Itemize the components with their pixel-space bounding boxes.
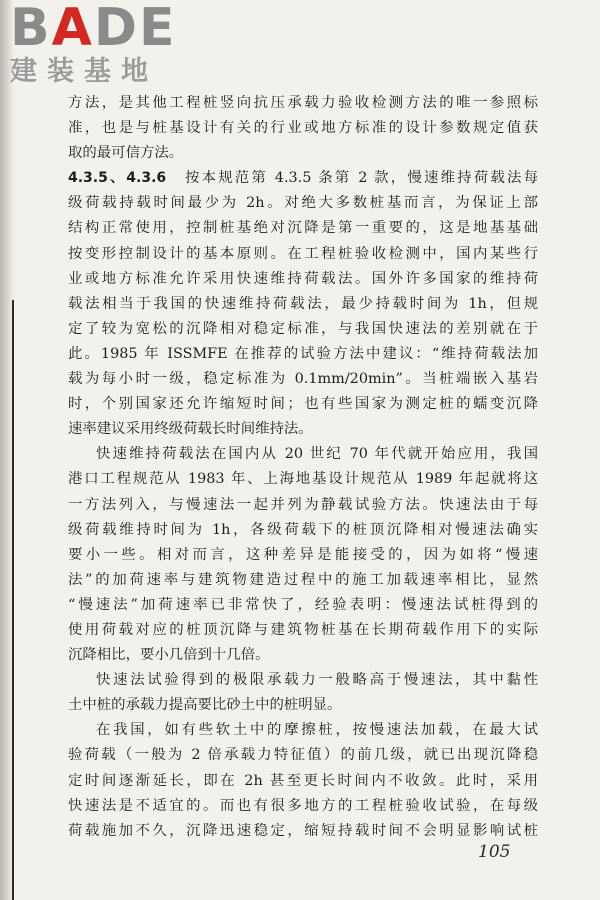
text-line: 荷载施加不久，沉降迅速稳定，缩短持载时间不会明显影响试桩 [68,822,538,839]
text-line-rest: 按本规范第 4.3.5 条第 2 款，慢速维持荷载法每 [184,170,538,187]
text-line: 定时间逐渐延长，即在 2h 甚至更长时间内不收敛。此时，采用 [68,772,538,789]
text-line: 要小一些。相对而言，这种差异是能接受的，因为如将“慢速 [68,546,538,563]
text-line: 快速法是不适宜的。而也有很多地方的工程桩验收试验，在每级 [68,797,538,814]
text-line: 载法相当于我国的快速维持荷载法，最少持载时间为 1h，但规 [68,295,538,312]
logo-letters-de: DE [93,0,177,58]
text-line: 载为每小时一级，稳定标准为 0.1mm/20min”。当桩端嵌入基岩 [68,371,538,388]
logo-letter-a: A [51,0,94,58]
text-line: 在我国，如有些软土中的摩擦桩，按慢速法加载，在最大试 [96,722,538,739]
text-line: 沉降相比，要小几倍到十几倍。 [68,647,270,664]
text-line: 速率建议采用终级荷载长时间维持法。 [68,421,313,438]
text-line: 定了较为宽松的沉降相对稳定标准，与我国快速法的差别就在于 [68,320,538,337]
text-line: 使用荷载对应的桩顶沉降与建筑物桩基在长期荷载作用下的实际 [68,621,538,638]
text-line: 一方法列入，与慢速法一起并列为静载试验方法。快速法由于每 [68,496,538,513]
text-line: 结构正常使用，控制桩基绝对沉降是第一重要的，这是地基基础 [68,220,538,237]
page-number: 105 [478,842,511,862]
page-body [68,91,538,844]
text-line: 取的最可信方法。 [68,145,184,162]
text-line: 时，个别国家还允许缩短时间；也有些国家为测定桩的蠕变沉降 [68,396,538,413]
logo-wordmark [10,0,177,58]
spine-line [12,300,14,900]
text-line: “慢速法”加荷速率已非常快了，经验表明：慢速法试桩得到的 [68,596,538,613]
text-line: 方法，是其他工程桩竖向抗压承载力验收检测方法的唯一参照标 [68,95,538,111]
text-line: 级荷载持载时间最少为 2h。对绝大多数桩基而言，为保证上部 [68,195,538,212]
text-line: 土中桩的承载力提高要比砂土中的桩明显。 [68,697,342,714]
text-line: 准，也是与桩基设计有关的行业或地方标准的设计参数规定值获 [68,120,538,137]
text-line: 港口工程规范从 1983 年、上海地基设计规范从 1989 年起就将这 [68,471,538,488]
section-number: 4.3.5、4.3.6 [68,170,167,187]
text-line: 快速法试验得到的极限承载力一般略高于慢速法，其中黏性 [96,672,538,689]
logo-subtitle: 建装基地 [10,56,158,87]
text-line: 业或地方标准允许采用快速维持荷载法。国外许多国家的维持荷 [68,270,538,287]
text-line: 按变形控制设计的基本原则。在工程桩验收检测中，国内某些行 [68,245,538,262]
text-line: 法”的加荷速率与建筑物建造过程中的施工加载速率相比，显然 [68,571,538,588]
bade-logo [6,0,206,90]
text-line: 此。1985 年 ISSMFE 在推荐的试验方法中建议：“维持荷载法加 [68,345,538,362]
text-line: 验荷载（一般为 2 倍承载力特征值）的前几级，就已出现沉降稳 [68,747,538,764]
text-line: 级荷载维持时间为 1h，各级荷载下的桩顶沉降相对慢速法确实 [68,521,538,538]
text-line: 快速维持荷载法在国内从 20 世纪 70 年代就开始应用，我国 [96,446,538,463]
section-line [68,166,538,191]
logo-letter-b: B [10,0,52,58]
